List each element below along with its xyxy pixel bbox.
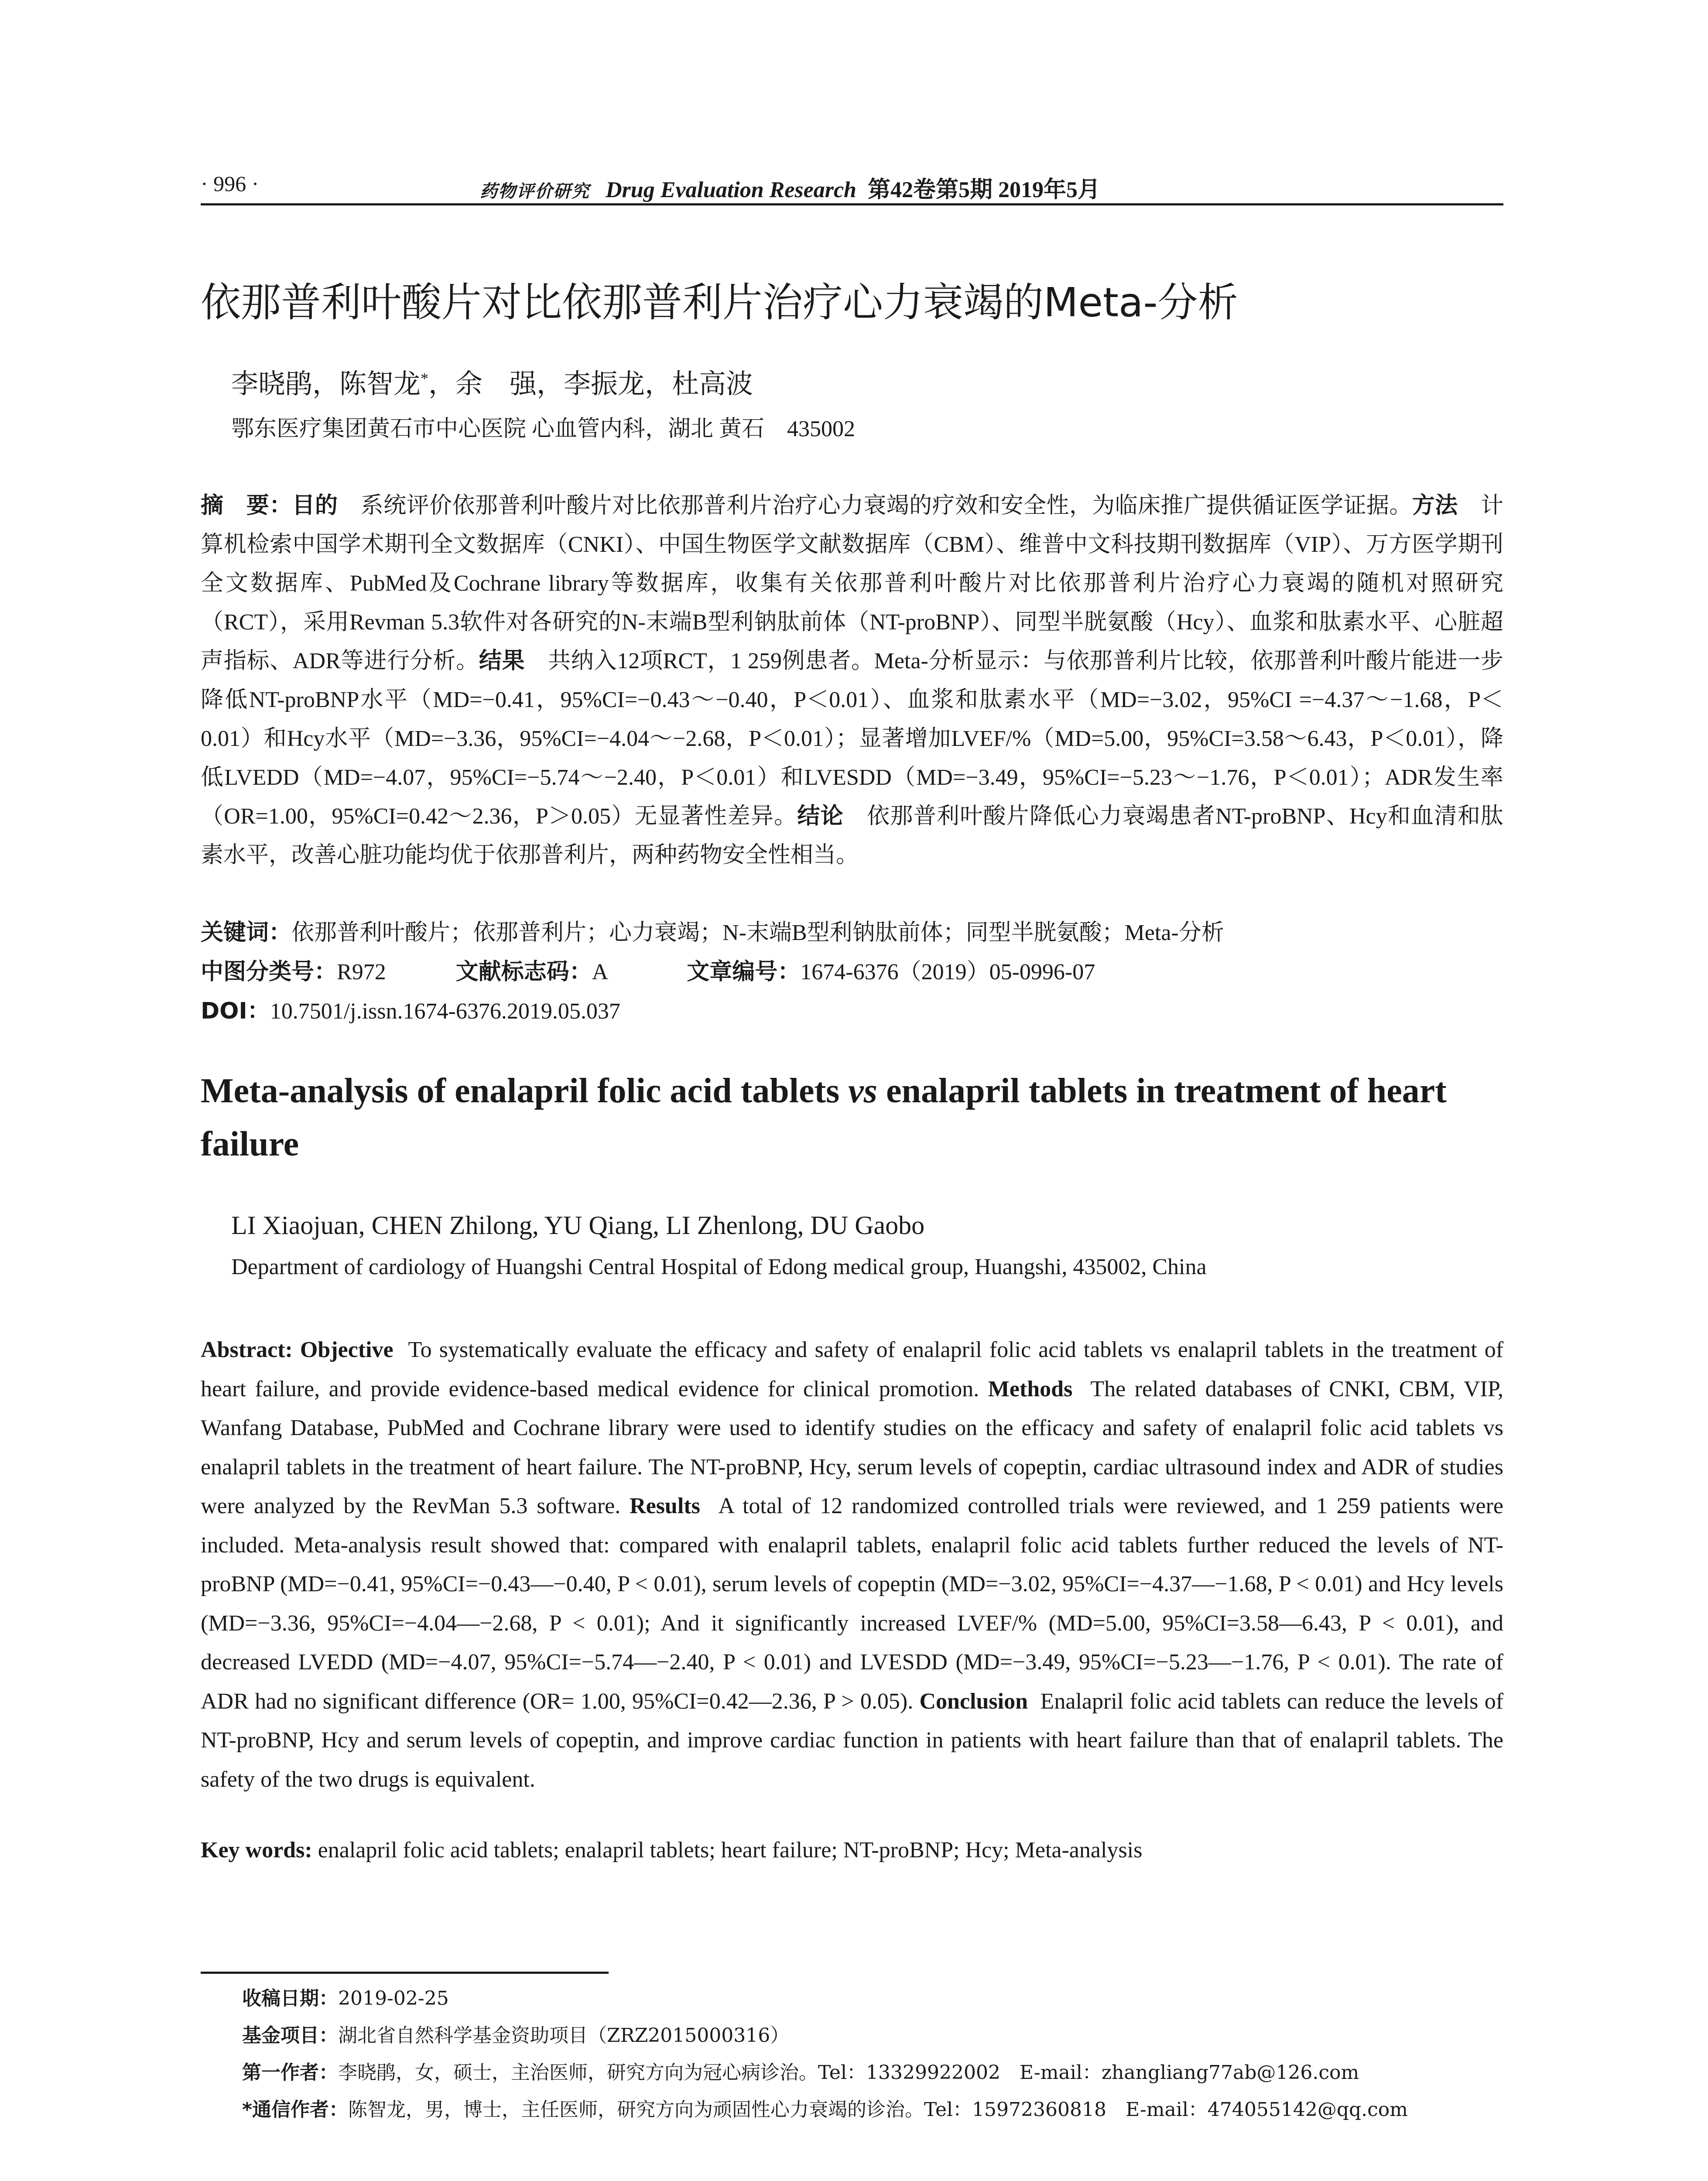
footnote-text: 李晓鹃，女，硕士，主治医师，研究方向为冠心病诊治。Tel：13329922002 E-mail：zhangliang77ab@126.com — [338, 2061, 1359, 2084]
objective-en: To systematically evaluate the efficacy and safety of enalapril folic acid tablets vs enalapril tablets in the treatment of heart failure, and provide evidence-based medical evidence for clinical promotion. — [201, 1337, 1504, 1402]
authors-en: LI Xiaojuan, CHEN Zhilong, YU Qiang, LI Zhenlong, DU Gaobo — [231, 1211, 925, 1240]
authors-cn — [231, 362, 753, 401]
footnote-label: *通信作者： — [242, 2099, 349, 2121]
footnote-funding — [242, 2020, 789, 2048]
issue-info: 第42卷第5期 2019年5月 — [867, 178, 1100, 202]
abstract-en-label: Abstract: — [201, 1337, 293, 1362]
affiliation-cn: 鄂东医疗集团黄石市中心医院 心血管内科，湖北 黄石 435002 — [231, 417, 856, 441]
footnote-label: 第一作者： — [242, 2061, 338, 2084]
keywords-cn-text: 依那普利叶酸片；依那普利片；心力衰竭；N-末端B型利钠肽前体；同型半胱氨酸；Meta-分析 — [291, 920, 1224, 945]
journal-logo: 药物评价研究 — [480, 181, 590, 201]
title-en-part2: enalapril tablets in treatment of heart failure — [201, 1072, 1447, 1163]
footnote-first-author — [242, 2057, 1359, 2085]
methods-en: The related databases of CNKI, CBM, VIP, Wanfang Database, PubMed and Cochrane library were used to identify studies on the efficacy and safety of enalapril folic acid tablets vs enalapril tablets in the treatment of heart failure. The NT-proBNP, Hcy, serum levels of copeptin, cardiac ultrasound index and ADR of studies were analyzed by the RevMan 5.3 software. — [201, 1376, 1504, 1518]
title-en-part1: Meta-analysis of enalapril folic acid tablets — [201, 1072, 849, 1110]
footnote-received — [242, 1983, 449, 2010]
classification-line — [201, 953, 1095, 986]
methods-en-label: Methods — [988, 1376, 1073, 1402]
article-no-label: 文章编号： — [687, 959, 801, 985]
abstract-cn — [201, 486, 1503, 875]
corresponding-mark: * — [421, 369, 429, 387]
keywords-en-text: enalapril folic acid tablets; enalapril tablets; heart failure; NT-proBNP; Hcy; Meta-analysis — [318, 1838, 1143, 1863]
title-en-vs: vs — [848, 1072, 877, 1110]
footnote-text: 2019-02-25 — [338, 1987, 449, 2010]
page-number: · 996 · — [201, 171, 259, 196]
clc-label: 中图分类号： — [201, 959, 337, 985]
affiliation-en: Department of cardiology of Huangshi Central Hospital of Edong medical group, Huangshi, 435002, China — [231, 1255, 1207, 1279]
article-no-value: 1674-6376（2019）05-0996-07 — [800, 960, 1095, 985]
doi-value: 10.7501/j.issn.1674-6376.2019.05.037 — [270, 999, 620, 1024]
objective-cn: 系统评价依那普利叶酸片对比依那普利片治疗心力衰竭的疗效和安全性，为临床推广提供循证医学证据。 — [360, 493, 1412, 518]
results-cn-label: 结果 — [479, 648, 525, 674]
title-cn: 依那普利叶酸片对比依那普利片治疗心力衰竭的Meta-分析 — [201, 279, 1238, 326]
keywords-cn-label: 关键词： — [201, 920, 292, 946]
conclusion-cn-label: 结论 — [797, 803, 844, 829]
footnote-rule — [201, 1972, 609, 1974]
doi-line — [201, 992, 620, 1025]
conclusion-en: Enalapril folic acid tablets can reduce the levels of NT-proBNP, Hcy and serum levels of copeptin, and improve cardiac function in patients with heart failure than that of enalapril tablets. The safety of the two drugs is equivalent. — [201, 1689, 1504, 1792]
results-en-label: Results — [630, 1494, 700, 1518]
doc-code-value: A — [592, 960, 609, 985]
title-en — [201, 1064, 1503, 1171]
footnote-label: 基金项目： — [242, 2024, 338, 2047]
clc-value: R972 — [337, 960, 386, 985]
authors-cn-rest: ，余 强，李振龙，杜高波 — [428, 369, 753, 399]
running-header — [480, 171, 1100, 204]
footnote-text: 湖北省自然科学基金资助项目（ZRZ2015000316） — [338, 2024, 790, 2047]
keywords-cn — [201, 914, 1224, 947]
abstract-en — [201, 1330, 1503, 1799]
footnote-text: 陈智龙，男，博士，主任医师，研究方向为顽固性心力衰竭的诊治。Tel：15972360818 E-mail：474055142@qq.com — [348, 2099, 1408, 2121]
conclusion-en-label: Conclusion — [919, 1689, 1028, 1714]
conclusion-cn: 依那普利叶酸片降低心力衰竭患者NT-proBNP、Hcy和血清和肽素水平，改善心脏功能均优于依那普利片，两种药物安全性相当。 — [201, 804, 1503, 868]
doc-code-label: 文献标志码： — [455, 959, 592, 985]
doi-label: DOI： — [201, 998, 270, 1024]
results-cn: 共纳入12项RCT，1 259例患者。Meta-分析显示：与依那普利片比较，依那普利叶酸片能进一步降低NT-proBNP水平（MD=−0.41，95%CI=−0.43～−0.40，P＜0.01）、血浆和肽素水平（MD=−3.02，95%CI =−4.37～−1.68，P＜0.01）和Hcy水平（MD=−3.36，95%CI=−4.04～−2.68，P＜0.01）；显著增加LVEF/%（MD=5.00，95%CI=3.58～6.43，P＜0.01），降低LVEDD（MD=−4.07，95%CI=−5.74～−2.40，P＜0.01）和LVESDD（MD=−3.49，95%CI=−5.23～−1.76，P＜0.01）；ADR发生率（OR=1.00，95%CI=0.42～2.36，P＞0.05）无显著性差异。 — [201, 649, 1503, 829]
objective-en-label: Objective — [300, 1337, 394, 1362]
journal-name: Drug Evaluation Research — [606, 178, 856, 202]
objective-cn-label: 目的 — [292, 492, 338, 519]
results-en: A total of 12 randomized controlled trials were reviewed, and 1 259 patients were included. Meta-analysis result showed that: compared with enalapril tablets, enalapril folic acid tablets further reduced the levels of NT-proBNP (MD=−0.41, 95%CI=−0.43—−0.40, P < 0.01), serum levels of copeptin (MD=−3.02, 95%CI=−4.37—−1.68, P < 0.01) and Hcy levels (MD=−3.36, 95%CI=−4.04—−2.68, P < 0.01); And it significantly increased LVEF/% (MD=5.00, 95%CI=3.58—6.43, P < 0.01), and decreased LVEDD (MD=−4.07, 95%CI=−5.74—−2.40, P < 0.01) and LVESDD (MD=−3.49, 95%CI=−5.23—−1.76, P < 0.01). The rate of ADR had no significant difference (OR= 1.00, 95%CI=0.42—2.36, P > 0.05). — [201, 1494, 1504, 1714]
methods-cn: 计算机检索中国学术期刊全文数据库（CNKI）、中国生物医学文献数据库（CBM）、维普中文科技期刊数据库（VIP）、万方医学期刊全文数据库、PubMed及Cochrane library等数据库，收集有关依那普利叶酸片对比依那普利片治疗心力衰竭的随机对照研究（RCT），采用Revman 5.3软件对各研究的N-末端B型利钠肽前体（NT-proBNP）、同型半胱氨酸（Hcy）、血浆和肽素水平、心脏超声指标、ADR等进行分析。 — [201, 493, 1503, 673]
keywords-en-label: Key words: — [201, 1838, 312, 1863]
methods-cn-label: 方法 — [1412, 492, 1458, 519]
header-rule — [201, 203, 1503, 205]
abstract-cn-label: 摘 要： — [201, 492, 292, 519]
keywords-en — [201, 1837, 1142, 1863]
footnote-corresponding-author — [242, 2094, 1408, 2122]
authors-cn-first: 李晓鹃，陈智龙 — [231, 369, 421, 399]
footnote-label: 收稿日期： — [242, 1987, 338, 2010]
